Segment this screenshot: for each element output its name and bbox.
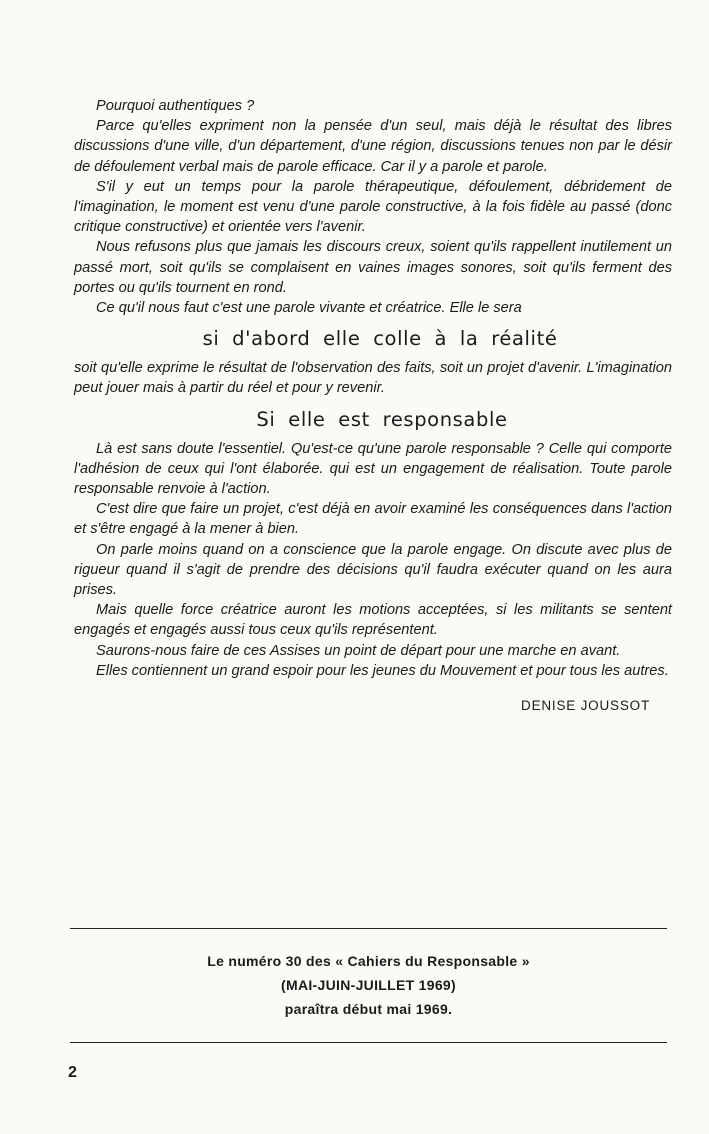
author-signature: DENISE JOUSSOT <box>521 698 650 714</box>
paragraph: On parle moins quand on a conscience que la parole engage. On discute avec plus de rigueur quand il s'agit de prendre des décisions qu'il faudra exécuter quand on les aura prises. <box>74 541 672 599</box>
notice-line: (MAI-JUIN-JUILLET 1969) <box>281 977 456 993</box>
divider-line <box>70 928 667 929</box>
paragraph: Mais quelle force créatrice auront les motions acceptées, si les militants se sentent engagés et engagés aussi tous ceux qu'ils représentent. <box>74 602 672 639</box>
article-body <box>74 96 672 717</box>
section-heading: si d'abord elle colle à la réalité <box>202 327 558 351</box>
publication-notice <box>70 949 667 1021</box>
paragraph: Là est sans doute l'essentiel. Qu'est-ce qu'une parole responsable ? Celle qui comporte l'adhésion de ceux qui l'ont élaborée. qui est un engagement de réalisation. Toute parole responsable renvoie à l'action. <box>74 440 672 498</box>
paragraph: Elles contiennent un grand espoir pour les jeunes du Mouvement et pour tous les autres. <box>96 662 669 679</box>
paragraph: Nous refusons plus que jamais les discours creux, soient qu'ils rappellent inutilement un passé mort, soit qu'ils se complaisent en vaines images sonores, soit qu'ils ferment des portes ou qu'ils tournent en rond. <box>74 239 672 296</box>
paragraph: Pourquoi authentiques ? <box>96 98 255 114</box>
divider-line <box>70 1042 667 1043</box>
section-heading: Si elle est responsable <box>256 407 508 431</box>
paragraph: S'il y eut un temps pour la parole thérapeutique, défoulement, débridement de l'imagination, le moment est venu d'une parole constructive, à la fois fidèle au passé (donc critique constructive) et orientée vers l'avenir. <box>74 178 672 236</box>
notice-line: Le numéro 30 des « Cahiers du Responsable » <box>207 953 530 969</box>
notice-line: paraîtra début mai 1969. <box>284 1001 453 1017</box>
paragraph: Parce qu'elles expriment non la pensée d'un seul, mais déjà le résultat des libres discussions d'une ville, d'un département, d'une région, discussions tenues non par le désir de défoulement verbal mais de parole efficace. Car il y a parole et parole. <box>74 118 672 175</box>
paragraph: Ce qu'il nous faut c'est une parole vivante et créatrice. Elle le sera <box>96 300 522 317</box>
paragraph: Saurons-nous faire de ces Assises un point de départ pour une marche en avant. <box>96 642 621 659</box>
paragraph: soit qu'elle exprime le résultat de l'observation des faits, soit un projet d'avenir. L'imagination peut jouer mais à partir du réel et pour y revenir. <box>74 360 672 397</box>
page-number: 2 <box>68 1064 77 1081</box>
paragraph: C'est dire que faire un projet, c'est déjà en avoir examiné les conséquences dans l'action et s'être engagé à la mener à bien. <box>74 501 672 538</box>
